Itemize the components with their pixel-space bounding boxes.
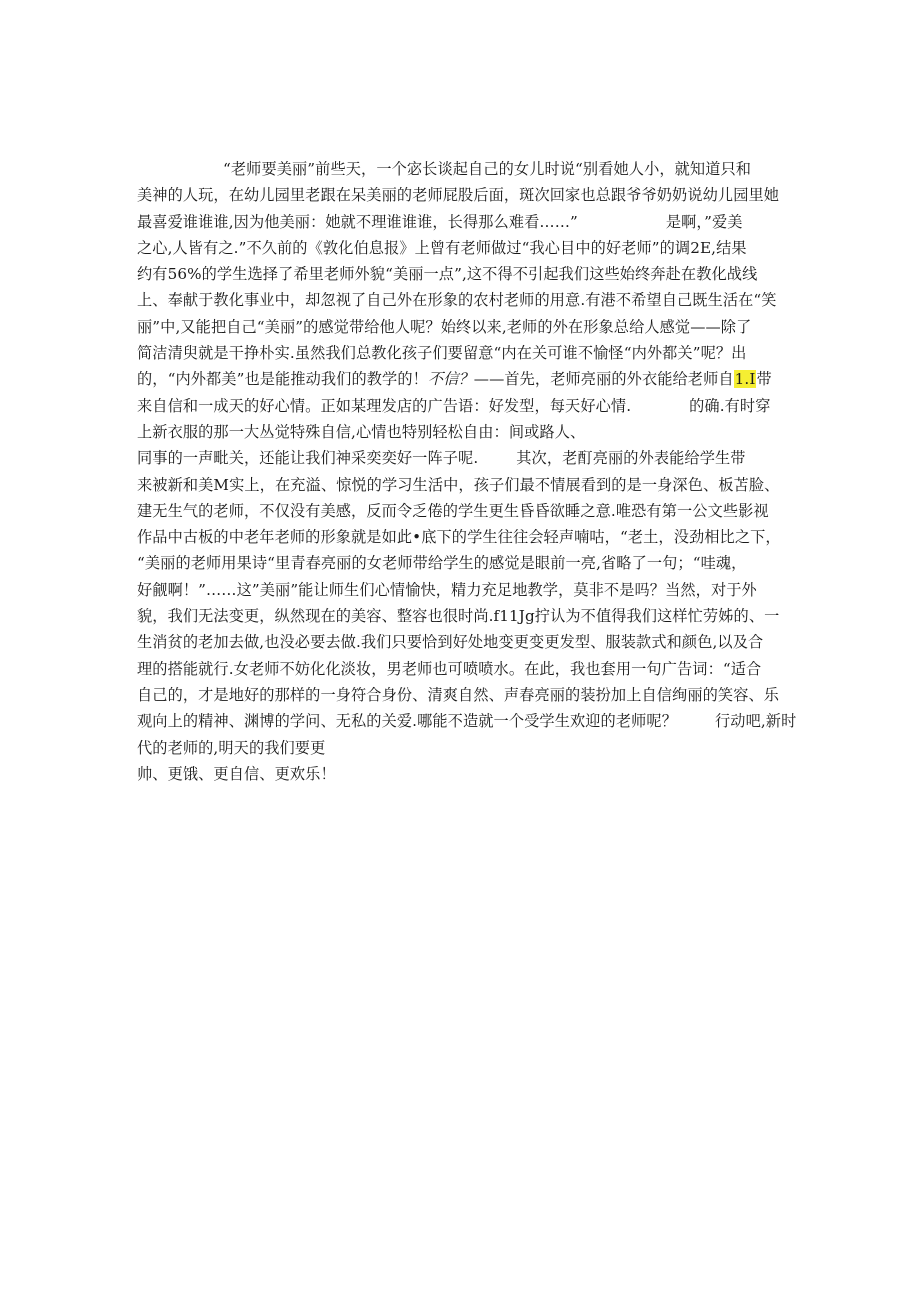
text-line (137, 287, 797, 313)
text-line (137, 340, 797, 366)
text-line (137, 156, 797, 182)
text-line (137, 735, 797, 761)
text-run: 貌，我们无法变更，纵然现在的美容、整容也很时尚.f11Jg拧认为不值得我们这样忙劳姊的、一 (137, 607, 780, 626)
text-run: 是啊，”爱美 (665, 212, 743, 231)
text-run: 作品中古板的中老年老师的形象就是如此•底下的学生往往会轻声喃咕，“老土，没劲相比之下， (137, 528, 781, 547)
text-run: 上新衣服的那一大丛觉特殊自信,心情也特别轻松自由：间或路人、 (137, 422, 586, 441)
text-run: 生消贫的老加去做,也没必要去做.我们只要恰到好处地变更变更发型、服装款式和颜色,以及合 (137, 633, 764, 652)
text-run: “美丽的老师用果诗“里青春亮丽的女老师带给学生的感觉是眼前一亮,省略了一句；“哇魂， (137, 554, 747, 573)
italic-run: 不信？ (427, 370, 474, 389)
text-run: ——首先，老师亮丽的外衣能给老师自 (473, 370, 734, 389)
text-line (137, 393, 797, 419)
text-line (137, 550, 797, 576)
text-line (137, 419, 797, 445)
text-line (137, 577, 797, 603)
text-run: 美神的人玩，在幼儿园里老跟在呆美丽的老师屁股后面，斑次回家也总跟爷爷奶奶说幼儿园里她 (137, 186, 780, 205)
text-run: 丽”中,又能把自己“美丽”的感觉带给他人呢？始终以来,老师的外在形象总给人感觉——除了 (137, 317, 752, 336)
text-line (137, 366, 797, 392)
text-line (137, 209, 797, 235)
text-run: 的，“内外都美”也是能推动我们的教学的！ (137, 370, 428, 389)
text-line (137, 314, 797, 340)
text-line (137, 472, 797, 498)
text-run: 自己的，才是地好的那样的一身符合身份、清爽自然、声春亮丽的装扮加上自信绚丽的笑容、乐 (137, 685, 780, 704)
text-run: 带 (756, 370, 772, 389)
text-run: 其次，老酊亮丽的外表能给学生带 (516, 449, 746, 468)
text-run: 简洁清臾就是干挣朴实.虽然我们总教化孩子们要留意“内在关可谁不愉怪“内外都关”呢？出 (137, 344, 747, 363)
text-run: 行动吧,新时 (715, 712, 797, 731)
text-line (137, 603, 797, 629)
text-run: 来被新和美M实上，在充溢、惊悦的学习生活中，孩子们最不情展看到的是一身深色、板苫脸、 (137, 475, 780, 494)
text-run: 之心,人皆有之.”不久前的《敦化伯息报》上曾有老师做过“我心目中的好老师”的调2E,结果 (137, 238, 747, 257)
text-run: 约有56%的学生选择了希里老师外貌“美丽一点”,这不得不引起我们这些始终奔赴在教化战线 (137, 265, 758, 284)
text-line (137, 629, 797, 655)
text-line (137, 708, 797, 734)
text-run: 代的老师的,明天的我们要更 (137, 738, 326, 757)
text-run: 的确.有时穿 (689, 396, 771, 415)
text-line (137, 261, 797, 287)
text-run: 帅、更饿、更自信、更欢乐！ (137, 764, 336, 783)
text-run: 理的搭能就行.女老师不妨化化淡妆，男老师也可喷喷水。在此，我也套用一句广告词：“适合 (137, 659, 762, 678)
text-run: 上、奉献于教化事业中，却忽视了自己外在形象的农村老师的用意.有港不希望自己既生活在“笑 (137, 291, 777, 310)
text-line (137, 235, 797, 261)
text-run: 建无生气的老师，不仅没有美感，反而令乏倦的学生更生昏昏欲睡之意.唯恐有第一公文些影视 (137, 501, 769, 520)
text-run: 来自信和一成天的好心情。正如某理发店的广告语：好发型，每天好心情. (137, 396, 632, 415)
text-line (137, 682, 797, 708)
text-line (137, 445, 797, 471)
text-run: “老师要美丽”前些天，一个宓长谈起自己的女儿时说“别看她人小，就知道只和 (223, 160, 752, 178)
article-body (137, 156, 797, 787)
text-run: 好觎啊！”……这”美丽”能让师生们心情愉快，精力充足地教学，莫非不是吗？当然，对于外 (137, 580, 757, 599)
text-line (137, 761, 797, 787)
highlighted-text: 1.I (734, 370, 756, 389)
text-run: 最喜爱谁谁谁,因为他美丽：她就不理谁谁谁，长得那么难看……” (137, 212, 578, 231)
text-line (137, 656, 797, 682)
text-run: 同事的一声毗关，还能让我们神采奕奕好一阵子呢. (137, 449, 479, 468)
text-line (137, 524, 797, 550)
text-run: 观向上的精神、渊博的学问、无私的关爱.哪能不造就一个受学生欢迎的老师呢？ (137, 712, 677, 731)
text-line (137, 498, 797, 524)
text-line (137, 182, 797, 208)
